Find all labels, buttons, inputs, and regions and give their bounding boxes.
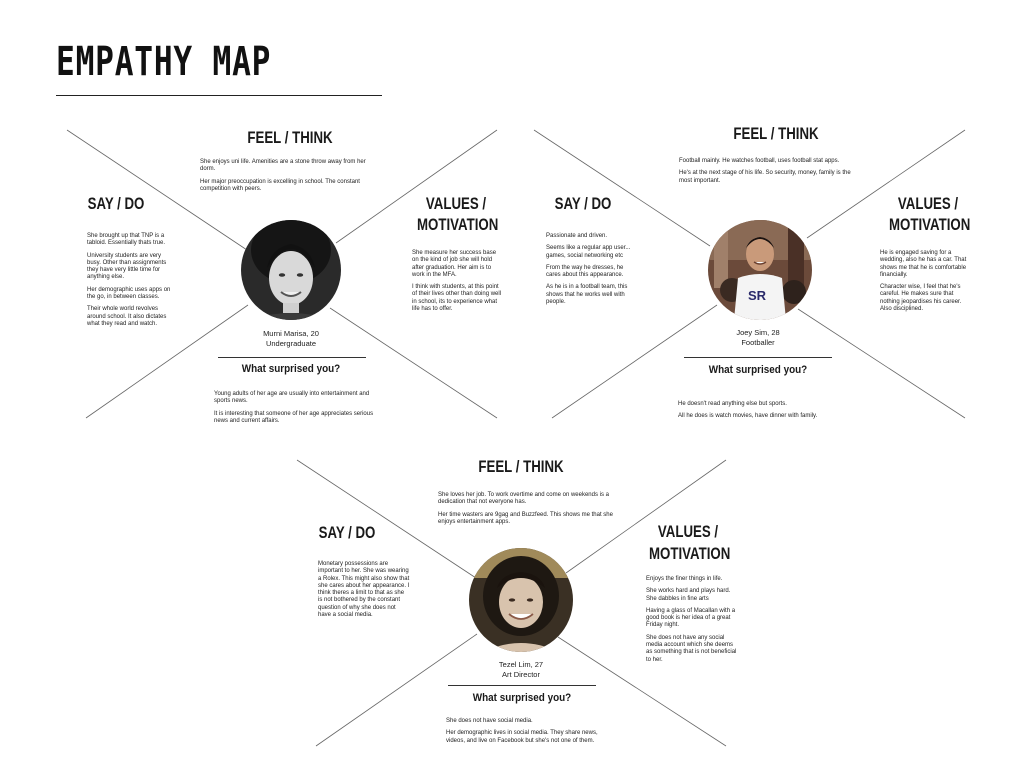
surprised-note: He doesn't read anything else but sports. — [678, 401, 787, 407]
surprised-note: She does not have social media. — [446, 718, 533, 724]
values-heading-line-2: MOTIVATION — [649, 544, 731, 563]
feel-think-notes — [438, 492, 616, 531]
feel-think-note: She loves her job. To work overtime and come on weekends is a dedication that not everyone has. — [438, 492, 609, 506]
surprised-heading: What surprised you? — [708, 364, 808, 376]
say-do-note: Seems like a regular app user... games, social networking etc — [546, 245, 631, 259]
surprised-note: Her demographic lives in social media. They share news, videos, and live on Facebook but she's not one of them. — [446, 730, 598, 744]
persona-photo — [241, 220, 341, 320]
say-do-heading: SAY / DO — [87, 194, 145, 213]
surprised-heading: What surprised you? — [472, 692, 572, 704]
values-heading-line-1: VALUES / — [425, 194, 487, 213]
say-do-note: She brought up that TNP is a tabloid. Essentially thats true. — [87, 233, 166, 247]
values-note: Character wise, I feel that he's careful. He makes sure that nothing jeopardises his career. Also disciplined. — [880, 284, 962, 313]
feel-think-note: Football mainly. He watches football, uses football stat apps. — [679, 158, 840, 164]
say-do-note: University students are very busy. Other than assignments they have very little time for anything else. — [87, 252, 167, 281]
values-note: She works hard and plays hard. She dabbles in fine arts — [646, 588, 731, 602]
page-title: EMPATHY MAP — [56, 39, 272, 85]
values-heading-line-2: MOTIVATION — [417, 215, 499, 234]
persona-role: Art Director — [502, 670, 540, 679]
feel-think-note: Her time wasters are 9gag and Buzzfeed. This shows me that she enjoys entertainment apps. — [438, 511, 613, 525]
surprised-notes — [678, 401, 848, 426]
feel-think-heading: FEEL / THINK — [247, 128, 333, 147]
feel-think-note: He's at the next stage of his life. So security, money, family is the most important. — [679, 170, 851, 184]
surprised-note: Young adults of her age are usually into entertainment and sports news. — [214, 391, 370, 405]
values-notes — [646, 576, 738, 669]
persona-photo — [708, 220, 812, 320]
values-notes — [880, 250, 968, 318]
surprised-divider — [684, 357, 832, 358]
say-do-heading: SAY / DO — [554, 194, 612, 213]
persona-portrait-icon — [469, 548, 573, 652]
feel-think-heading: FEEL / THINK — [733, 124, 819, 143]
svg-text:SR: SR — [748, 288, 767, 303]
values-note: Enjoys the finer things in life. — [646, 576, 723, 582]
values-note: He is engaged saving for a wedding, also he has a car. That shows me that he is comfortable financially. — [880, 250, 967, 278]
say-do-note: Their whole world revolves around school. It also dictates what they read and watch. — [87, 306, 167, 327]
values-heading-line-2: MOTIVATION — [889, 215, 971, 234]
values-note: Having a glass of Macallan with a good book is her idea of a great Friday night. — [646, 607, 736, 629]
persona-role: Undergraduate — [265, 339, 317, 348]
surprised-note: All he does is watch movies, have dinner with family. — [678, 413, 818, 420]
values-heading-line-1: VALUES / — [657, 522, 719, 541]
feel-think-notes — [200, 159, 370, 198]
surprised-divider — [218, 357, 366, 358]
values-note: She does not have any social media account which she deems as something that is not beneficial to her. — [646, 634, 737, 663]
persona-portrait-icon — [708, 220, 812, 320]
say-do-notes — [87, 233, 175, 333]
persona-name: Murni Marisa, 20 — [263, 329, 319, 338]
surprised-notes — [446, 718, 616, 750]
say-do-note: As he is in a football team, this shows that he works well with people. — [546, 284, 628, 306]
persona-portrait-icon — [241, 220, 341, 320]
say-do-note: Her demographic uses apps on the go, in between classes. — [87, 286, 171, 301]
say-do-notes — [546, 233, 638, 311]
persona-name: Tezel Lim, 27 — [498, 660, 544, 669]
persona-name: Joey Sim, 28 — [736, 328, 780, 337]
values-heading-line-1: VALUES / — [897, 194, 959, 213]
say-do-note: Monetary possessions are important to her. She was wearing a Rolex. This might also show that she cares about her appearance. I think theres a limit to that as she is not bothered by the constant question of why she does not have a social media. — [318, 561, 410, 619]
surprised-divider — [448, 685, 596, 686]
say-do-notes — [318, 561, 410, 624]
feel-think-heading: FEEL / THINK — [478, 457, 564, 476]
values-notes — [412, 250, 504, 318]
surprised-heading: What surprised you? — [241, 363, 341, 375]
feel-think-note: She enjoys uni life. Amenities are a stone throw away from her dorm. — [200, 159, 366, 173]
values-note: She measure her success base on the kind of job she will hold after graduation. Her aim is to work in the MFA. — [412, 250, 497, 278]
surprised-note: It is interesting that someone of her age appreciates serious news and current affairs. — [214, 410, 374, 424]
feel-think-notes — [679, 158, 854, 190]
values-note: I think with students, at this point of their lives other than doing well in school, its to experience what life has to offer. — [412, 284, 502, 313]
persona-role: Footballer — [741, 338, 775, 347]
surprised-notes — [214, 391, 384, 430]
feel-think-note: Her major preoccupation is excelling in school. The constant competition with peers. — [200, 178, 360, 192]
say-do-note: Passionate and driven. — [546, 233, 608, 239]
persona-photo — [469, 548, 573, 652]
say-do-note: From the way he dresses, he cares about this appearance. — [546, 264, 624, 279]
say-do-heading: SAY / DO — [318, 523, 376, 542]
